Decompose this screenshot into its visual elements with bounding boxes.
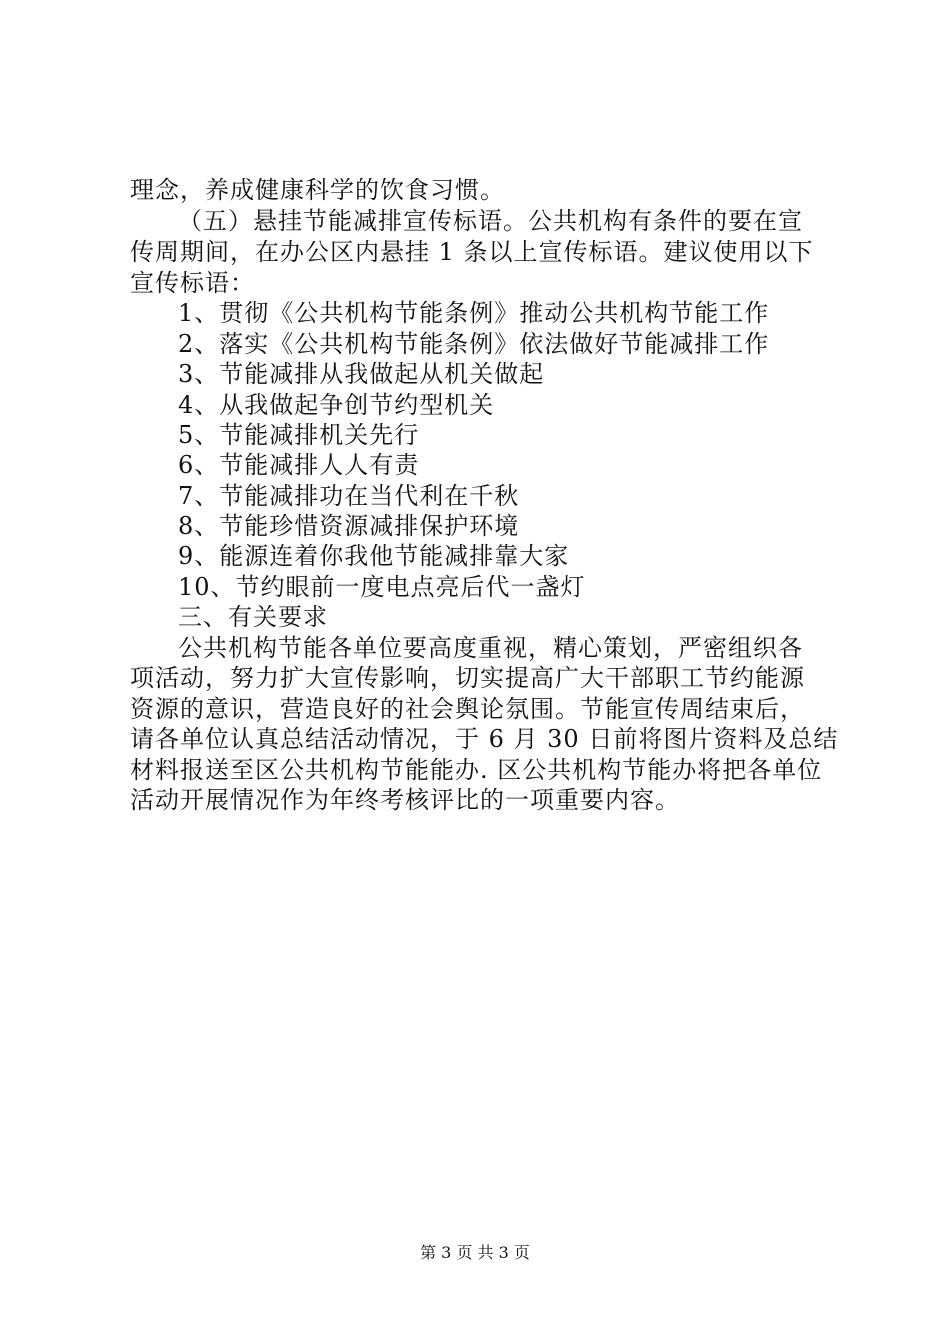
list-item: 3、节能减排从我做起从机关做起	[178, 360, 545, 388]
body-line: 请各单位认真总结活动情况，于 6 月 30 日前将图片资料及总结	[130, 725, 839, 753]
body-line: 理念，养成健康科学的饮食习惯。	[130, 176, 505, 204]
list-item: 6、节能减排人人有责	[178, 451, 420, 479]
body-line: 材料报送至区公共机构节能能办. 区公共机构节能办将把各单位	[130, 756, 823, 784]
body-line: 项活动，努力扩大宣传影响，切实提高广大干部职工节约能源	[130, 664, 805, 692]
body-line: 资源的意识，营造良好的社会舆论氛围。节能宣传周结束后，	[130, 695, 805, 723]
list-item: 2、落实《公共机构节能条例》依法做好节能减排工作	[178, 330, 770, 358]
section-heading: 三、有关要求	[178, 603, 328, 631]
list-item: 8、节能珍惜资源减排保护环境	[178, 512, 520, 540]
body-line: 活动开展情况作为年终考核评比的一项重要内容。	[130, 786, 680, 814]
body-line: （五）悬挂节能减排宣传标语。公共机构有条件的要在宣	[178, 207, 803, 235]
list-item: 7、节能减排功在当代利在千秋	[178, 482, 520, 510]
list-item: 10、节约眼前一度电点亮后代一盏灯	[178, 573, 586, 601]
page-footer: 第 3 页 共 3 页	[420, 1243, 530, 1262]
body-line: 公共机构节能各单位要高度重视，精心策划，严密组织各	[178, 634, 803, 662]
body-line: 传周期间，在办公区内悬挂 1 条以上宣传标语。建议使用以下	[130, 238, 814, 266]
body-line: 宣传标语：	[130, 269, 255, 297]
list-item: 9、能源连着你我他节能减排靠大家	[178, 542, 570, 570]
list-item: 4、从我做起争创节约型机关	[178, 391, 495, 419]
list-item: 5、节能减排机关先行	[178, 421, 420, 449]
list-item: 1、贯彻《公共机构节能条例》推动公共机构节能工作	[178, 299, 770, 327]
